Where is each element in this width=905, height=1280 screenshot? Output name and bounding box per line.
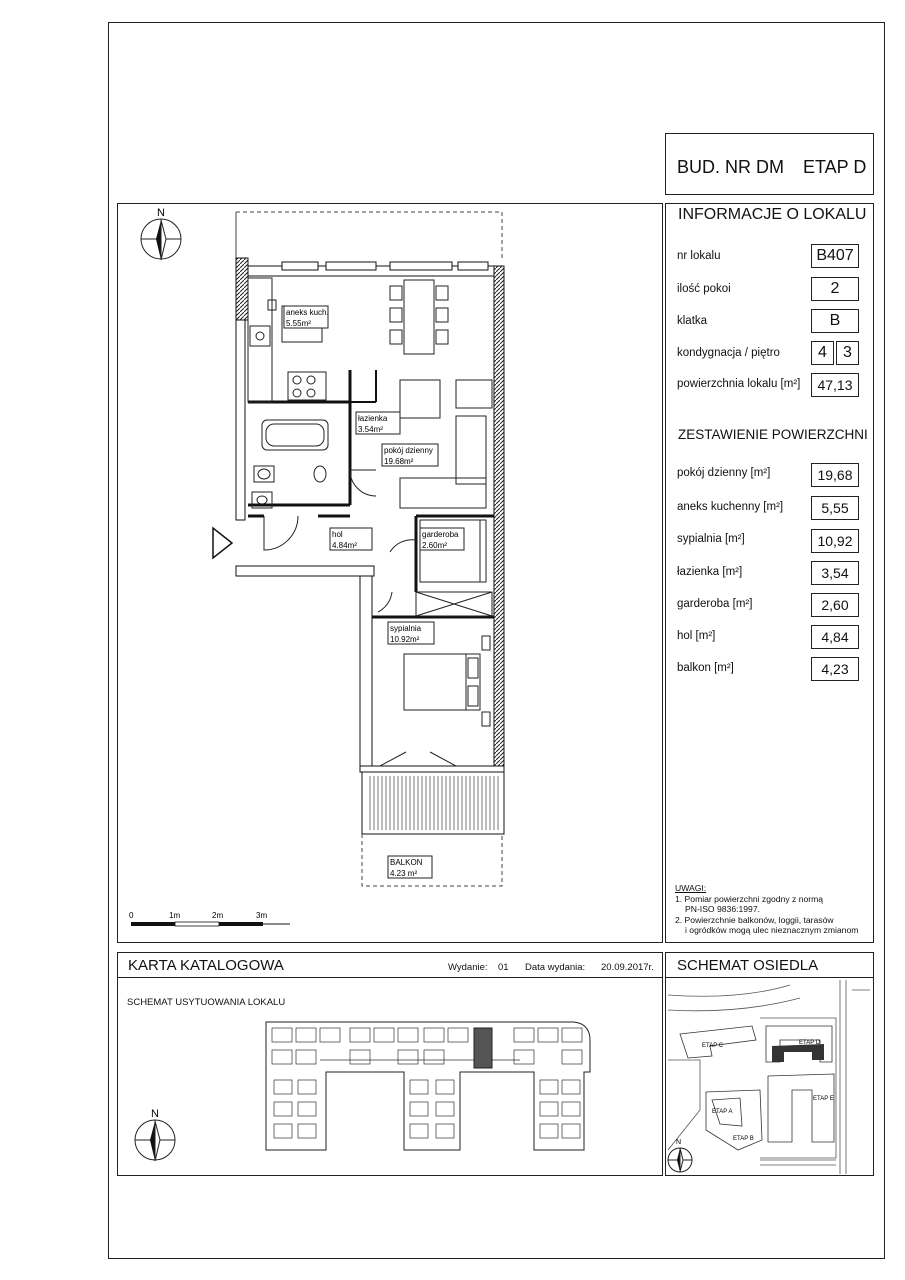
summary-value-bedroom: 10,92 bbox=[811, 529, 859, 553]
bathroom-area: 3.54m² bbox=[358, 425, 383, 434]
living-label: pokój dzienny bbox=[384, 446, 433, 455]
summary-value-kitchen: 5,55 bbox=[811, 496, 859, 520]
estate-label-a: ETAP A bbox=[712, 1109, 733, 1115]
estate-title: SCHEMAT OSIEDLA bbox=[677, 957, 819, 974]
balcony bbox=[362, 772, 504, 886]
scale-1: 1m bbox=[169, 911, 181, 920]
summary-label-bedroom: sypialnia [m²] bbox=[677, 533, 745, 545]
estate-label-c: ETAP C bbox=[702, 1043, 724, 1049]
bedroom-area: 10.92m² bbox=[390, 635, 420, 644]
info-label-unit: nr lokalu bbox=[677, 250, 721, 262]
edition-label: Wydanie: bbox=[448, 962, 488, 973]
estate-label-b: ETAP B bbox=[733, 1136, 754, 1142]
summary-label-wardrobe: garderoba [m²] bbox=[677, 598, 753, 610]
scale-bar bbox=[131, 922, 290, 926]
notes-title: UWAGI: bbox=[675, 883, 707, 893]
dining-table bbox=[390, 280, 448, 354]
bathroom-label: łazienka bbox=[358, 414, 388, 423]
info-label-floor: kondygnacja / piętro bbox=[677, 347, 780, 359]
info-value-unit: B407 bbox=[811, 244, 859, 268]
info-value-storey: 4 bbox=[811, 341, 834, 365]
summary-value-bathroom: 3,54 bbox=[811, 561, 859, 585]
wardrobe-area: 2.60m² bbox=[422, 541, 447, 550]
summary-value-living: 19,68 bbox=[811, 463, 859, 487]
info-title: INFORMACJE O LOKALU bbox=[678, 206, 867, 223]
info-value-area: 47,13 bbox=[811, 373, 859, 397]
kitchen-label: aneks kuch. bbox=[286, 308, 329, 317]
info-label-rooms: ilość pokoi bbox=[677, 283, 731, 295]
hall-area: 4.84m² bbox=[332, 541, 357, 550]
kitchen-area: 5.55m² bbox=[286, 319, 311, 328]
summary-value-hall: 4,84 bbox=[811, 625, 859, 649]
balcony-label: BALKON bbox=[390, 858, 423, 867]
edition-value: 01 bbox=[498, 962, 509, 973]
location-north-arrow-icon bbox=[135, 1120, 175, 1161]
catalog-title: KARTA KATALOGOWA bbox=[128, 957, 284, 974]
summary-label-bathroom: łazienka [m²] bbox=[677, 566, 743, 578]
estate-north-label: N bbox=[676, 1139, 682, 1146]
summary-label-balcony: balkon [m²] bbox=[677, 662, 734, 674]
date-value: 20.09.2017r. bbox=[601, 962, 654, 973]
date-label: Data wydania: bbox=[525, 962, 586, 973]
estate-highlight-building bbox=[772, 1044, 824, 1062]
notes bbox=[675, 883, 858, 936]
stage-label: ETAP D bbox=[803, 157, 867, 177]
floor-plan bbox=[117, 203, 663, 943]
living-area: 19.68m² bbox=[384, 457, 414, 466]
summary-label-hall: hol [m²] bbox=[677, 630, 716, 642]
scale-3: 3m bbox=[256, 911, 268, 920]
north-arrow-icon bbox=[141, 219, 181, 260]
walls bbox=[236, 258, 504, 772]
plan-north-label: N bbox=[157, 207, 165, 219]
location-title: SCHEMAT USYTUOWANIA LOKALU bbox=[127, 997, 286, 1008]
info-value-staircase: B bbox=[811, 309, 859, 333]
estate-label-d: ETAP D bbox=[799, 1040, 821, 1046]
scale-0: 0 bbox=[129, 911, 134, 920]
summary-value-balcony: 4,23 bbox=[811, 657, 859, 681]
summary-title: ZESTAWIENIE POWIERZCHNI bbox=[678, 427, 868, 442]
summary-label-living: pokój dzienny [m²] bbox=[677, 467, 771, 479]
info-value-rooms: 2 bbox=[811, 277, 859, 301]
bathroom-fixtures bbox=[252, 420, 328, 508]
building-number: BUD. NR DM bbox=[677, 157, 784, 177]
summary-value-wardrobe: 2,60 bbox=[811, 593, 859, 617]
estate-map bbox=[665, 978, 874, 1176]
bedroom-label: sypialnia bbox=[390, 624, 422, 633]
location-north-label: N bbox=[151, 1108, 159, 1120]
notes-line-4: i ogródków mogą ulec nieznacznym zmianom bbox=[685, 925, 859, 935]
wardrobe-label: garderoba bbox=[422, 530, 459, 539]
notes-line-1: 1. Pomiar powierzchni zgodny z normą bbox=[675, 893, 824, 904]
bed bbox=[404, 636, 490, 726]
estate-north-arrow-icon bbox=[668, 1148, 692, 1172]
kitchen-fixtures bbox=[248, 278, 326, 402]
balcony-area: 4.23 m² bbox=[390, 869, 418, 878]
notes-line-2: PN-ISO 9836:1997. bbox=[685, 904, 761, 914]
info-value-floor: 3 bbox=[836, 341, 859, 365]
entrance-arrow-icon bbox=[213, 528, 232, 558]
building-location-diagram bbox=[117, 978, 663, 1176]
notes-line-3: 2. Powierzchnie balkonów, loggii, tarasów bbox=[675, 914, 834, 925]
hall-label: hol bbox=[332, 530, 343, 539]
estate-roads bbox=[668, 980, 870, 1174]
info-label-area: powierzchnia lokalu [m²] bbox=[677, 378, 801, 390]
highlighted-unit bbox=[474, 1028, 492, 1068]
summary-label-kitchen: aneks kuchenny [m²] bbox=[677, 501, 784, 513]
info-label-staircase: klatka bbox=[677, 315, 708, 327]
scale-2: 2m bbox=[212, 911, 224, 920]
estate-label-e: ETAP E bbox=[813, 1096, 834, 1102]
